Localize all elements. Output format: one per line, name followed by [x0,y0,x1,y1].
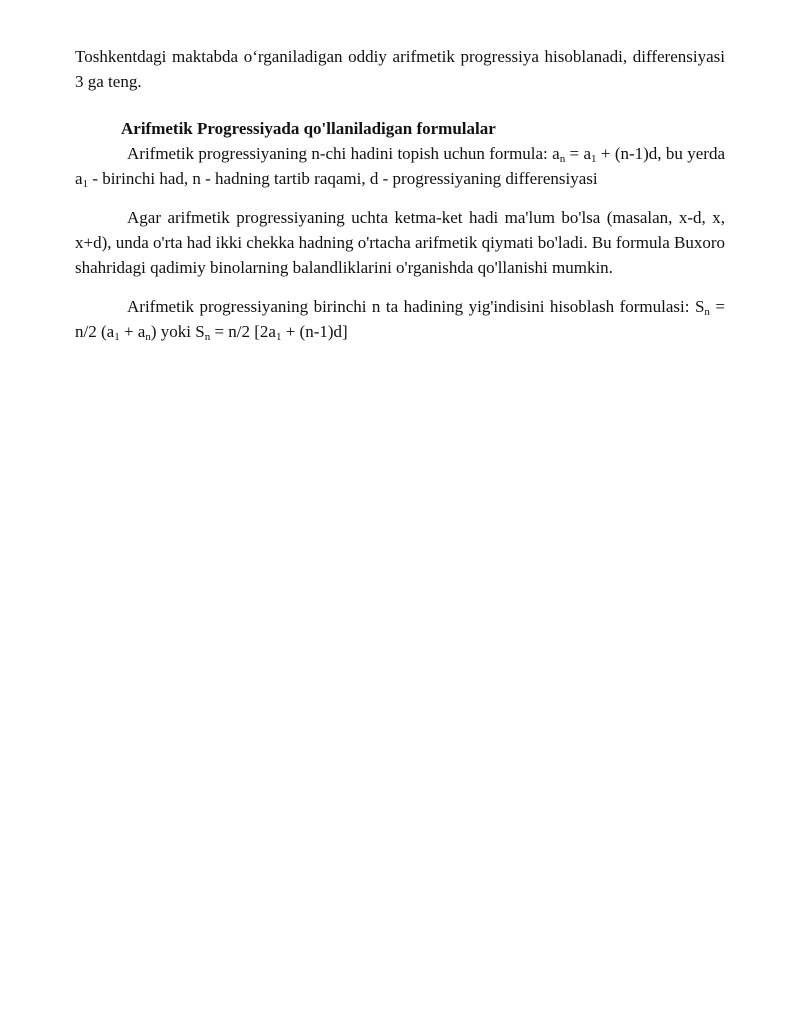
section-heading: Arifmetik Progressiyada qo'llaniladigan formulalar [121,119,496,138]
term-symbol: a [75,169,83,188]
subscript-1: 1 [114,331,120,343]
subscript-n: n [559,153,566,165]
intro-paragraph: Toshkentdagi maktabda o‘rganiladigan oddiy arifmetik progressiya hisoblanadi, differensiyasi 3 ga teng. [75,47,725,91]
term-symbol: a [583,144,592,163]
formula-part: = n/2 [2 [210,322,269,341]
sum-formula-paragraph [75,294,725,344]
formula-tail: + (n-1)d, bu yerda [596,144,725,163]
term-symbol: a [552,144,560,163]
term-symbol: a [137,322,146,341]
equals-sign: = [565,144,584,163]
subscript-n: n [204,331,211,343]
subscript-1: 1 [275,331,282,343]
subscript-1: 1 [591,153,597,165]
nth-term-intro: Arifmetik progressiyaning n-chi hadini topish uchun formula: [127,144,553,163]
middle-term-paragraph: Agar arifmetik progressiyaning uchta ketma-ket hadi ma'lum bo'lsa (masalan, x-d, x, x+d), unda o'rta had ikki chekka hadning o'rtacha arifmetik qiymati bo'ladi. Bu formula Buxoro shahridagi qadimiy binolarning balandliklarini o'rganishda qo'llanishi mumkin. [75,208,725,277]
nth-term-explanation: - birinchi had, n - hadning tartib raqami, d - progressiyaning differensiyasi [88,169,598,188]
formula-part: ) yoki [150,322,196,341]
subscript-1: 1 [82,178,89,190]
subscript-n: n [704,306,710,318]
sum-intro: Arifmetik progressiyaning birinchi n ta hadining yig'indisini hisoblash formulasi: [127,297,695,316]
term-symbol: a [106,322,115,341]
formula-tail: + (n-1)d] [281,322,348,341]
formula-part: = n/2 ( [75,297,725,341]
sum-symbol: S [694,297,705,316]
document-page [75,44,725,344]
plus-sign: + [119,322,138,341]
subscript-n: n [145,331,151,343]
nth-term-paragraph [75,141,725,191]
term-symbol: a [268,322,276,341]
sum-symbol: S [195,322,205,341]
